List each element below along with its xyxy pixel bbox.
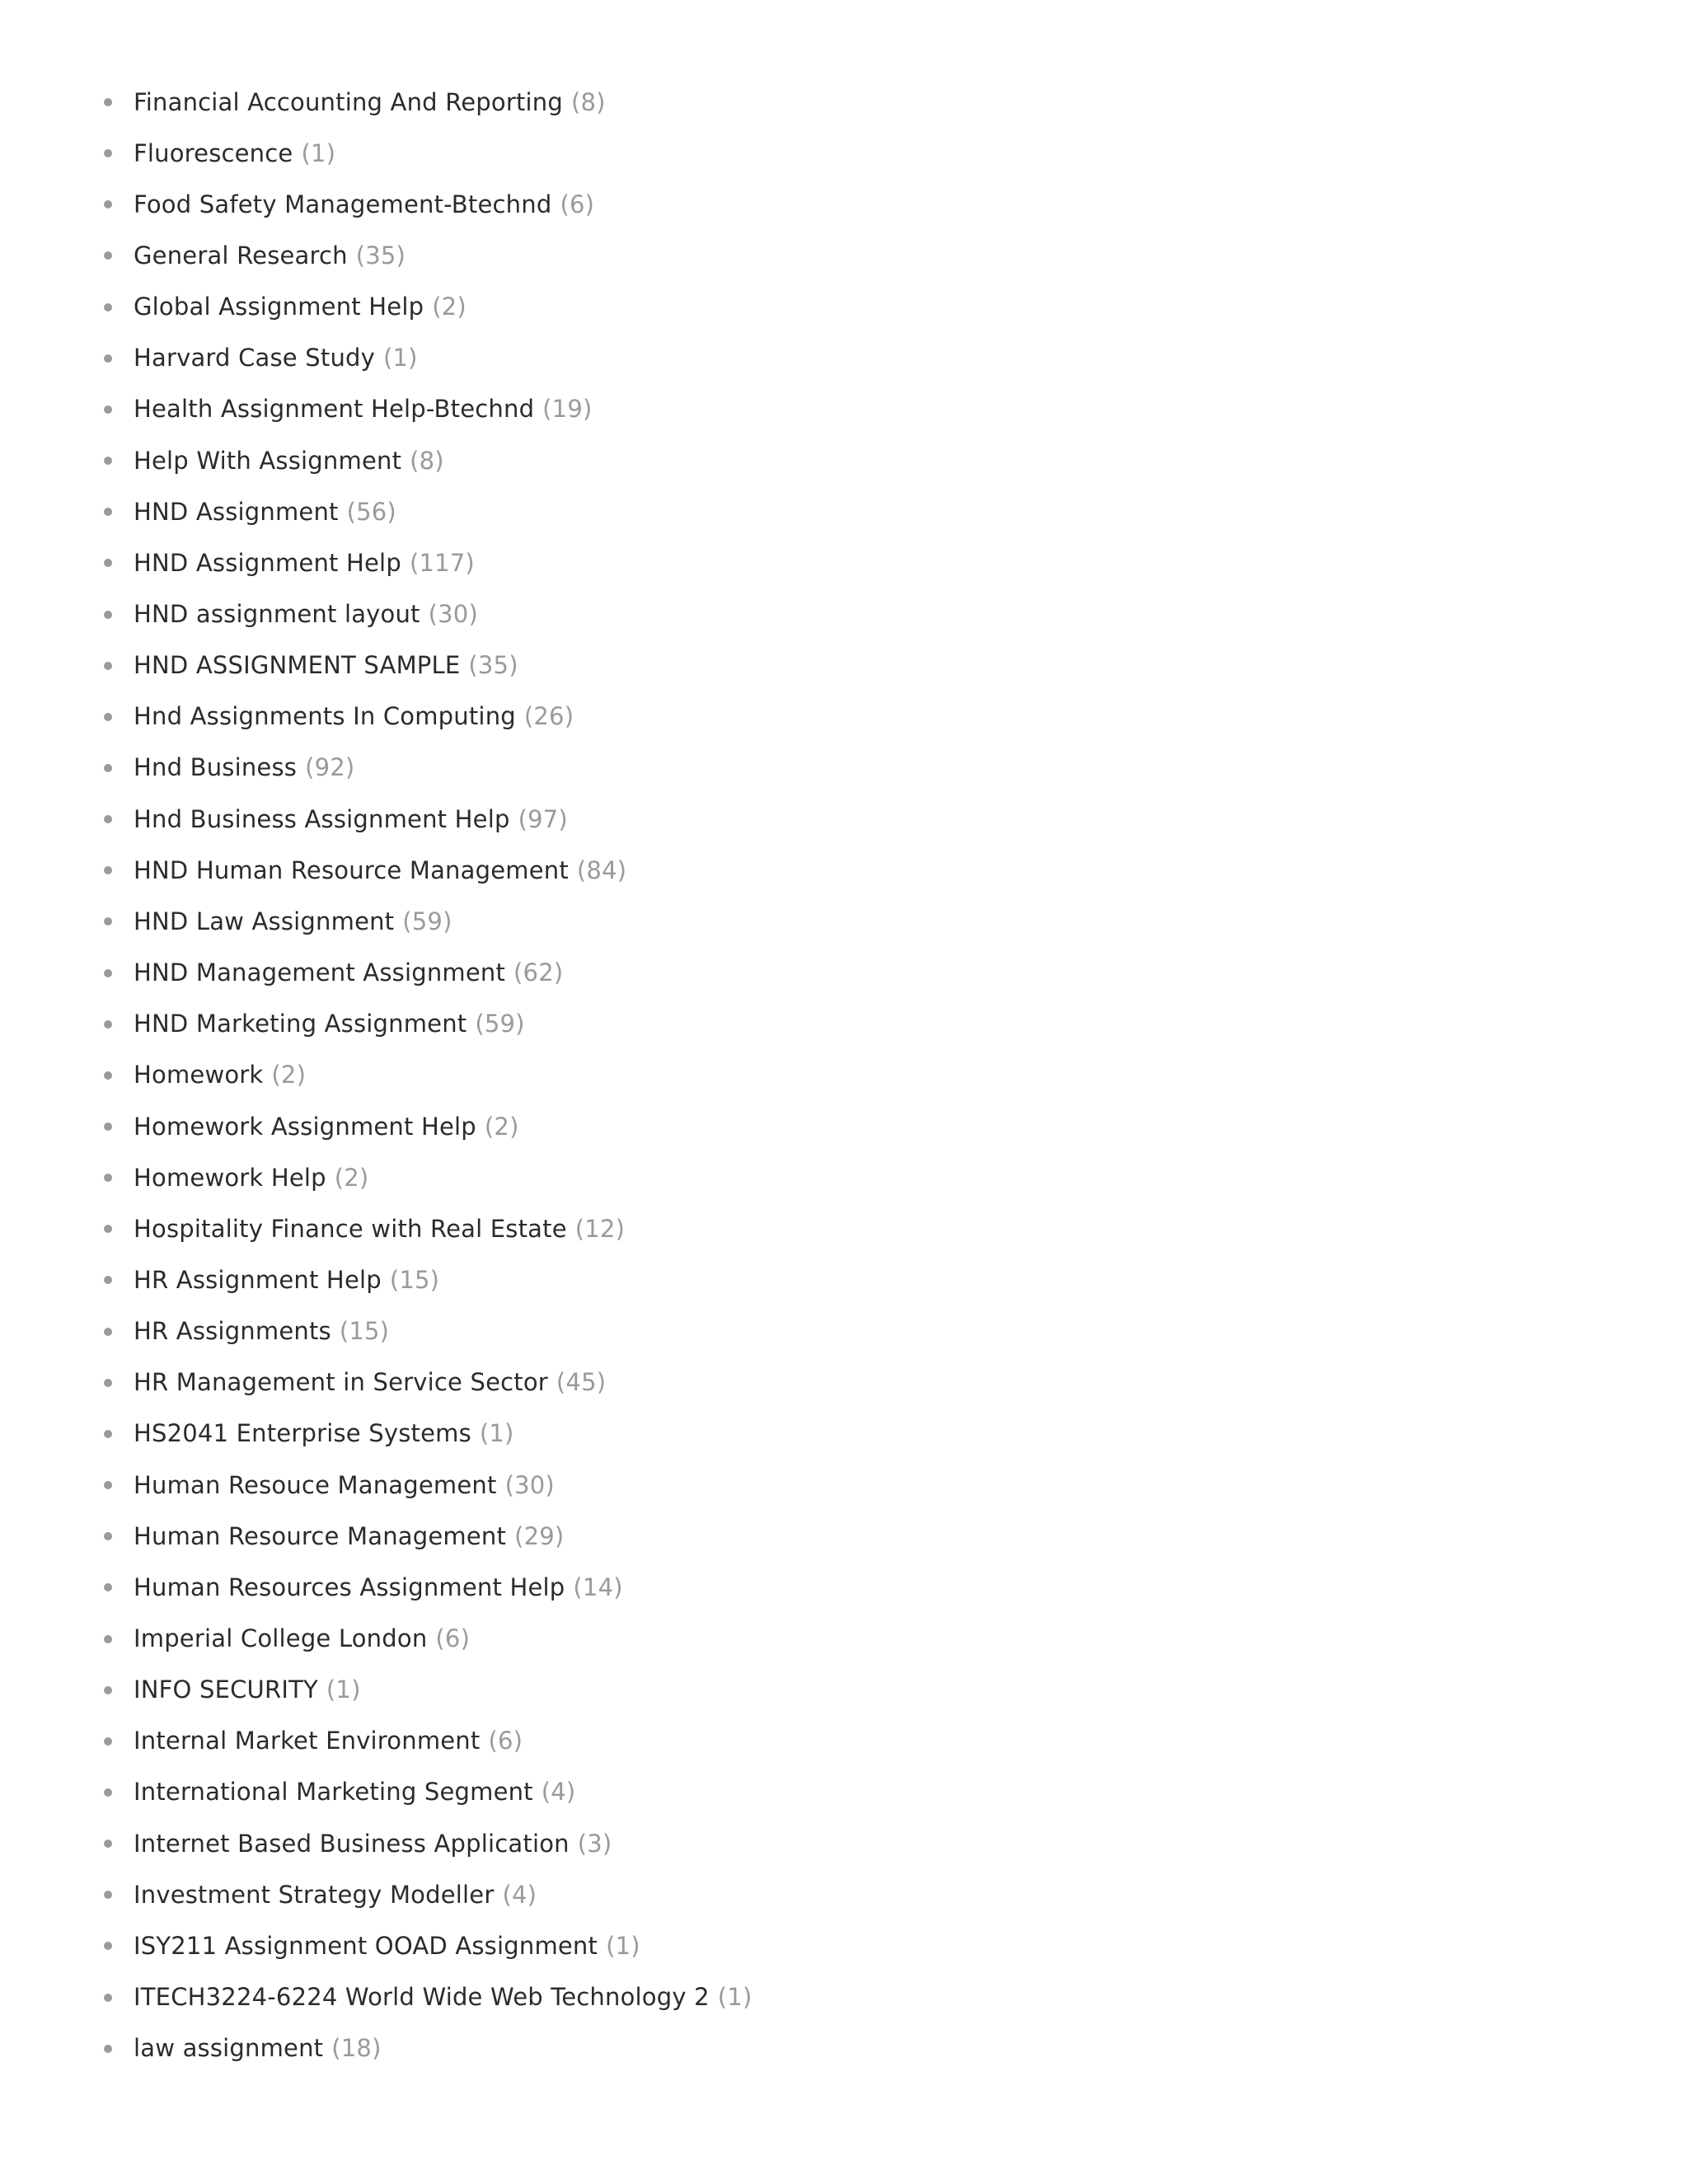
bullet-icon bbox=[104, 457, 112, 465]
category-link[interactable] bbox=[134, 1012, 525, 1036]
bullet-icon bbox=[104, 1686, 112, 1694]
category-label: Homework bbox=[134, 1061, 264, 1090]
category-count: (1) bbox=[326, 1675, 361, 1704]
category-link[interactable] bbox=[134, 1368, 607, 1397]
category-link[interactable] bbox=[134, 446, 444, 475]
category-link[interactable] bbox=[134, 1983, 753, 2012]
category-label: Internal Market Environment bbox=[134, 1727, 481, 1755]
category-label: HND Assignment Help bbox=[134, 548, 401, 577]
bullet-icon bbox=[104, 559, 112, 567]
category-count: (45) bbox=[556, 1368, 607, 1397]
bullet-icon bbox=[104, 917, 112, 926]
category-link[interactable] bbox=[134, 548, 475, 577]
bullet-icon bbox=[104, 508, 112, 516]
bullet-icon bbox=[104, 662, 112, 670]
category-link[interactable] bbox=[134, 1112, 519, 1141]
category-count: (2) bbox=[271, 1061, 307, 1090]
category-count: (30) bbox=[504, 1470, 555, 1499]
category-label: HND ASSIGNMENT SAMPLE bbox=[134, 651, 461, 680]
category-count: (4) bbox=[502, 1880, 537, 1909]
bullet-icon bbox=[104, 815, 112, 823]
category-link[interactable] bbox=[134, 1061, 307, 1090]
category-label: Homework Help bbox=[134, 1163, 326, 1192]
category-link[interactable] bbox=[134, 651, 518, 680]
category-count: (1) bbox=[479, 1419, 514, 1448]
bullet-icon bbox=[104, 1942, 112, 1950]
category-label: Internet Based Business Application bbox=[134, 1829, 570, 1858]
category-count: (1) bbox=[606, 1931, 640, 1960]
category-label: HND Assignment bbox=[134, 497, 339, 526]
category-link[interactable] bbox=[134, 907, 452, 935]
category-label: HND Management Assignment bbox=[134, 958, 506, 987]
category-count: (35) bbox=[468, 651, 518, 680]
category-count: (56) bbox=[346, 497, 396, 526]
category-link[interactable] bbox=[134, 190, 595, 218]
bullet-icon bbox=[104, 866, 112, 874]
category-link[interactable] bbox=[134, 1163, 369, 1192]
bullet-icon bbox=[104, 1020, 112, 1029]
bullet-icon bbox=[104, 611, 112, 619]
bullet-icon bbox=[104, 1840, 112, 1848]
category-link[interactable] bbox=[134, 1778, 576, 1807]
bullet-icon bbox=[104, 1737, 112, 1746]
bullet-icon bbox=[104, 251, 112, 260]
category-count: (19) bbox=[542, 395, 593, 424]
category-label: HR Assignment Help bbox=[134, 1265, 382, 1294]
bullet-icon bbox=[104, 303, 112, 312]
bullet-icon bbox=[104, 713, 112, 721]
bullet-icon bbox=[104, 1532, 112, 1540]
category-label: HR Management in Service Sector bbox=[134, 1368, 548, 1397]
bullet-icon bbox=[104, 149, 112, 157]
category-label: Human Resource Management bbox=[134, 1521, 507, 1550]
category-link[interactable] bbox=[134, 1419, 514, 1448]
category-label: HND Human Resource Management bbox=[134, 855, 569, 884]
bullet-icon bbox=[104, 354, 112, 363]
category-label: HND Law Assignment bbox=[134, 907, 395, 935]
category-label: General Research bbox=[134, 241, 348, 269]
category-count: (29) bbox=[514, 1521, 565, 1550]
category-label: Fluorescence bbox=[134, 138, 293, 167]
category-label: ITECH3224-6224 World Wide Web Technology 2 bbox=[134, 1983, 710, 2012]
category-count: (1) bbox=[301, 138, 336, 167]
category-link[interactable] bbox=[134, 1675, 361, 1704]
category-count: (35) bbox=[355, 241, 406, 269]
bullet-icon bbox=[104, 1276, 112, 1284]
category-label: HND Marketing Assignment bbox=[134, 1010, 467, 1038]
category-count: (92) bbox=[305, 753, 355, 782]
category-link[interactable] bbox=[134, 753, 355, 782]
category-label: Homework Assignment Help bbox=[134, 1112, 476, 1141]
category-link[interactable] bbox=[134, 1214, 626, 1243]
category-link[interactable] bbox=[134, 87, 606, 116]
bullet-icon bbox=[104, 1225, 112, 1233]
category-count: (14) bbox=[573, 1572, 623, 1601]
category-count: (84) bbox=[576, 855, 627, 884]
bullet-icon bbox=[104, 1994, 112, 2002]
category-label: INFO SECURITY bbox=[134, 1675, 318, 1704]
bullet-icon bbox=[104, 405, 112, 414]
category-label: Hnd Business Assignment Help bbox=[134, 804, 510, 833]
bullet-icon bbox=[104, 1122, 112, 1131]
category-label: HND assignment layout bbox=[134, 600, 420, 628]
category-count: (30) bbox=[428, 600, 478, 628]
category-label: Health Assignment Help-Btechnd bbox=[134, 395, 535, 424]
category-link[interactable] bbox=[134, 1931, 640, 1960]
category-label: Hospitality Finance with Real Estate bbox=[134, 1214, 567, 1243]
category-count: (2) bbox=[484, 1112, 519, 1141]
bullet-icon bbox=[104, 1430, 112, 1438]
category-link[interactable] bbox=[134, 855, 627, 884]
category-label: Global Assignment Help bbox=[134, 293, 424, 321]
category-count: (18) bbox=[331, 2034, 382, 2063]
category-label: HS2041 Enterprise Systems bbox=[134, 1419, 471, 1448]
category-count: (8) bbox=[570, 87, 606, 116]
bullet-icon bbox=[104, 1071, 112, 1080]
bullet-icon bbox=[104, 969, 112, 977]
category-label: Harvard Case Study bbox=[134, 344, 375, 373]
category-label: HR Assignments bbox=[134, 1317, 331, 1346]
category-count: (6) bbox=[435, 1624, 471, 1652]
category-count: (97) bbox=[518, 804, 568, 833]
category-link[interactable] bbox=[134, 804, 568, 833]
category-link[interactable] bbox=[134, 1729, 523, 1753]
category-count: (15) bbox=[339, 1317, 390, 1346]
category-link[interactable] bbox=[134, 602, 478, 626]
category-count: (8) bbox=[410, 446, 444, 475]
bullet-icon bbox=[104, 98, 112, 106]
category-label: Help With Assignment bbox=[134, 446, 402, 475]
category-count: (62) bbox=[513, 958, 564, 987]
category-label: ISY211 Assignment OOAD Assignment bbox=[134, 1931, 598, 1960]
category-count: (59) bbox=[402, 907, 452, 935]
category-link[interactable] bbox=[134, 295, 467, 319]
bullet-icon bbox=[104, 764, 112, 772]
category-count: (4) bbox=[541, 1778, 576, 1807]
category-count: (12) bbox=[574, 1214, 626, 1243]
category-label: Food Safety Management-Btechnd bbox=[134, 190, 552, 218]
category-count: (26) bbox=[523, 702, 574, 731]
category-label: Imperial College London bbox=[134, 1624, 428, 1652]
category-count: (15) bbox=[389, 1265, 440, 1294]
bullet-icon bbox=[104, 1174, 112, 1182]
category-link[interactable] bbox=[134, 1521, 565, 1550]
category-link[interactable] bbox=[134, 1572, 623, 1601]
category-label: Investment Strategy Modeller bbox=[134, 1880, 495, 1909]
bullet-icon bbox=[104, 1635, 112, 1643]
category-count: (3) bbox=[577, 1829, 612, 1858]
category-count: (6) bbox=[560, 190, 595, 218]
category-count: (1) bbox=[717, 1983, 753, 2012]
bullet-icon bbox=[104, 1788, 112, 1797]
category-link[interactable] bbox=[134, 1880, 537, 1909]
category-link[interactable] bbox=[134, 1470, 555, 1499]
category-label: Hnd Assignments In Computing bbox=[134, 702, 516, 731]
category-link[interactable] bbox=[134, 497, 396, 526]
category-count: (6) bbox=[488, 1727, 523, 1755]
category-label: Financial Accounting And Reporting bbox=[134, 87, 563, 116]
category-count: (2) bbox=[432, 293, 467, 321]
category-link[interactable] bbox=[134, 702, 574, 731]
category-link[interactable] bbox=[134, 958, 564, 987]
bullet-icon bbox=[104, 1583, 112, 1591]
category-link[interactable] bbox=[134, 344, 418, 373]
category-link[interactable] bbox=[134, 1265, 440, 1294]
category-label: law assignment bbox=[134, 2034, 324, 2063]
category-link[interactable] bbox=[134, 1624, 471, 1652]
category-link[interactable] bbox=[134, 395, 593, 424]
bullet-icon bbox=[104, 2045, 112, 2053]
category-link[interactable] bbox=[134, 1829, 612, 1858]
category-label: International Marketing Segment bbox=[134, 1778, 533, 1807]
category-link[interactable] bbox=[134, 2034, 382, 2063]
category-link[interactable] bbox=[134, 1317, 390, 1346]
category-label: Human Resouce Management bbox=[134, 1470, 497, 1499]
category-count: (59) bbox=[475, 1010, 525, 1038]
category-count: (117) bbox=[409, 548, 475, 577]
bullet-icon bbox=[104, 200, 112, 209]
category-count: (1) bbox=[383, 344, 418, 373]
category-link[interactable] bbox=[134, 241, 406, 269]
bullet-icon bbox=[104, 1379, 112, 1387]
category-count: (2) bbox=[334, 1163, 369, 1192]
category-label: Human Resources Assignment Help bbox=[134, 1572, 565, 1601]
category-label: Hnd Business bbox=[134, 753, 298, 782]
category-link[interactable] bbox=[134, 138, 336, 167]
bullet-icon bbox=[104, 1891, 112, 1899]
bullet-icon bbox=[104, 1481, 112, 1489]
bullet-icon bbox=[104, 1328, 112, 1336]
